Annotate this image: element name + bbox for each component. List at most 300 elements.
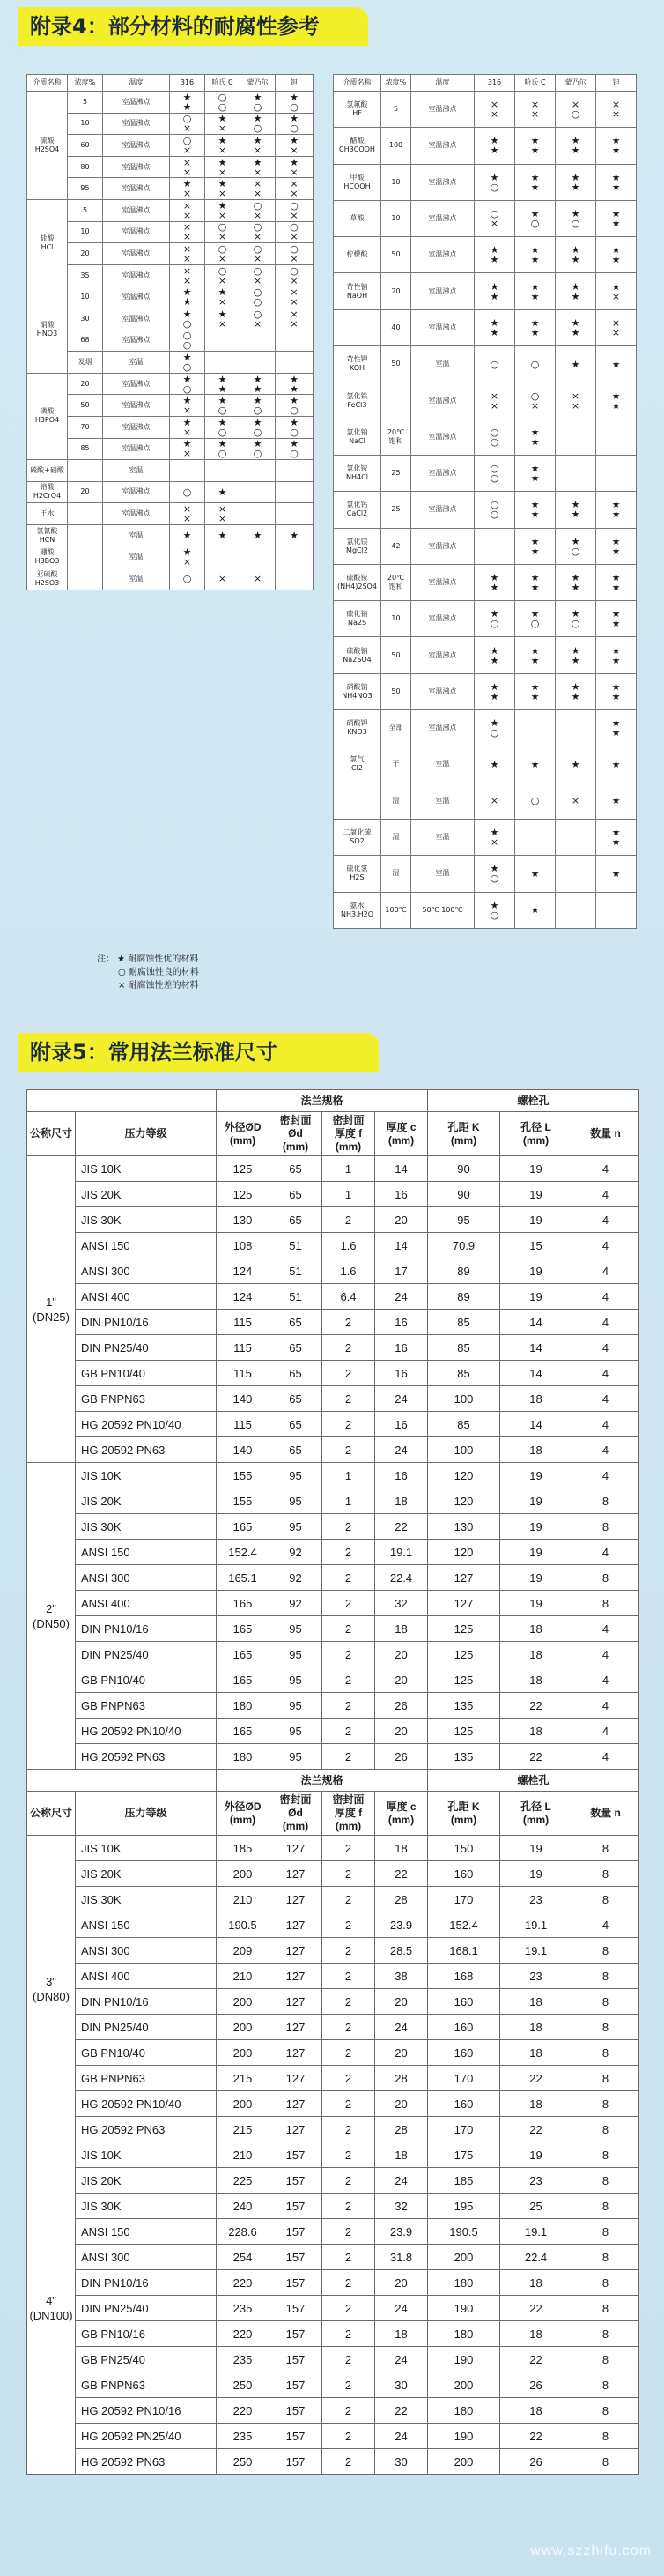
corrosion-cell: 室温沸点 bbox=[411, 492, 475, 528]
medium-name: 氢氟酸 HF bbox=[334, 92, 381, 128]
flange-value: 190 bbox=[428, 2347, 500, 2372]
flange-value: 14 bbox=[500, 1361, 572, 1386]
flange-value: 26 bbox=[500, 2449, 572, 2475]
flange-value: 8 bbox=[572, 2449, 639, 2475]
flange-value: 180 bbox=[217, 1693, 269, 1719]
flange-value: 2 bbox=[322, 1964, 375, 1989]
corrosion-row bbox=[27, 286, 314, 308]
flange-value: 65 bbox=[269, 1335, 322, 1361]
flange-value: 2 bbox=[322, 2347, 375, 2372]
corrosion-row bbox=[27, 546, 314, 568]
flange-value: 2 bbox=[322, 2449, 375, 2475]
pressure-class: ANSI 300 bbox=[76, 2245, 217, 2270]
rating-cell: ★ ○ bbox=[475, 710, 515, 746]
rating-cell bbox=[556, 455, 596, 491]
flange-value: 8 bbox=[572, 2040, 639, 2066]
pressure-class: JIS 20K bbox=[76, 1861, 217, 1887]
flange-value: 200 bbox=[428, 2245, 500, 2270]
flange-value: 140 bbox=[217, 1437, 269, 1463]
pressure-class: GB PN10/40 bbox=[76, 1361, 217, 1386]
corrosion-cell: 5 bbox=[68, 92, 103, 114]
flange-value: 180 bbox=[217, 1744, 269, 1770]
rating-cell: ★ ★ bbox=[515, 528, 556, 564]
pressure-class: ANSI 150 bbox=[76, 1912, 217, 1938]
rating-cell: × × bbox=[596, 309, 637, 345]
flange-value: 8 bbox=[572, 1887, 639, 1912]
corrosion-row bbox=[27, 243, 314, 265]
rating-cell: × × bbox=[276, 286, 314, 308]
flange-value: 26 bbox=[500, 2372, 572, 2398]
corrosion-cell: 60 bbox=[68, 135, 103, 157]
flange-value: 26 bbox=[375, 1744, 428, 1770]
flange-row bbox=[27, 2245, 639, 2270]
seal-face-diameter-header: 密封面 Ød (mm) bbox=[269, 1792, 322, 1836]
flange-value: 115 bbox=[217, 1412, 269, 1437]
corrosion-cell: 室温沸点 bbox=[103, 92, 170, 114]
flange-value: 152.4 bbox=[428, 1912, 500, 1938]
flange-row bbox=[27, 1938, 639, 1964]
flange-value: 95 bbox=[269, 1667, 322, 1693]
rating-cell: ★ ★ bbox=[515, 455, 556, 491]
outer-diameter-header: 外径ØD (mm) bbox=[217, 1792, 269, 1836]
flange-value: 65 bbox=[269, 1361, 322, 1386]
flange-value: 127 bbox=[269, 1887, 322, 1912]
rating-cell: ★ ★ bbox=[556, 492, 596, 528]
rating-cell: ★ ○ bbox=[240, 438, 276, 460]
corrosion-cell: 10 bbox=[381, 164, 411, 200]
flange-value: 23 bbox=[500, 2168, 572, 2194]
pressure-class: JIS 20K bbox=[76, 1488, 217, 1514]
flange-row bbox=[27, 1463, 639, 1488]
pressure-class: HG 20592 PN10/40 bbox=[76, 1719, 217, 1744]
corrosion-row bbox=[27, 113, 314, 135]
flange-table bbox=[26, 1089, 639, 2475]
flange-value: 127 bbox=[269, 2117, 322, 2142]
corrosion-cell: 10 bbox=[68, 113, 103, 135]
corrosion-cell: 95 bbox=[68, 178, 103, 200]
flange-value: 4 bbox=[572, 1616, 639, 1642]
rating-cell bbox=[170, 460, 205, 482]
flange-value: 127 bbox=[269, 1836, 322, 1861]
flange-value: 28 bbox=[375, 2117, 428, 2142]
rating-cell: × × bbox=[170, 243, 205, 265]
rating-cell: ★ ★ bbox=[515, 309, 556, 345]
watermark: www.szzhifu.com bbox=[530, 2543, 652, 2558]
flange-row bbox=[27, 1540, 639, 1565]
rating-cell: ★ × bbox=[205, 199, 240, 221]
flange-row bbox=[27, 2117, 639, 2142]
medium-name bbox=[334, 783, 381, 819]
flange-value: 89 bbox=[428, 1284, 500, 1310]
flange-value: 28 bbox=[375, 1887, 428, 1912]
pressure-class: JIS 30K bbox=[76, 1207, 217, 1233]
flange-value: 85 bbox=[428, 1361, 500, 1386]
rating-cell bbox=[596, 892, 637, 928]
rating-cell bbox=[205, 460, 240, 482]
flange-value: 19 bbox=[500, 1565, 572, 1591]
corrosion-cell: 20 bbox=[68, 481, 103, 503]
corrosion-cell: 室温 bbox=[411, 856, 475, 892]
rating-cell bbox=[556, 419, 596, 455]
corrosion-row bbox=[27, 221, 314, 243]
medium-name: 柠檬酸 bbox=[334, 237, 381, 273]
flange-value: 22 bbox=[500, 2347, 572, 2372]
rating-cell: ★ × bbox=[205, 308, 240, 330]
flange-value: 2 bbox=[322, 1667, 375, 1693]
flange-value: 24 bbox=[375, 2296, 428, 2321]
rating-cell: ★ ★ bbox=[596, 673, 637, 709]
medium-name: 二氧化硫 SO2 bbox=[334, 819, 381, 855]
flange-value: 8 bbox=[572, 1989, 639, 2015]
rating-cell: ★ × bbox=[475, 819, 515, 855]
flange-value: 152.4 bbox=[217, 1540, 269, 1565]
flange-value: 8 bbox=[572, 2245, 639, 2270]
flange-value: 120 bbox=[428, 1488, 500, 1514]
bolt-hole-group: 螺栓孔 bbox=[428, 1090, 639, 1112]
flange-value: 18 bbox=[500, 1386, 572, 1412]
flange-value: 18 bbox=[500, 2270, 572, 2296]
flange-value: 240 bbox=[217, 2194, 269, 2219]
corrosion-cell: 室温沸点 bbox=[411, 128, 475, 164]
corrosion-row bbox=[27, 460, 314, 482]
flange-value: 31.8 bbox=[375, 2245, 428, 2270]
pressure-class: DIN PN25/40 bbox=[76, 2015, 217, 2040]
corrosion-cell: 室温 bbox=[411, 819, 475, 855]
flange-value: 115 bbox=[217, 1361, 269, 1386]
flange-value: 51 bbox=[269, 1284, 322, 1310]
pressure-class: JIS 10K bbox=[76, 1156, 217, 1182]
rating-cell bbox=[276, 460, 314, 482]
medium-name: 氨水 NH3.H2O bbox=[334, 892, 381, 928]
flange-row bbox=[27, 1514, 639, 1540]
rating-cell bbox=[276, 546, 314, 568]
medium-name: 磷酸 H3PO4 bbox=[27, 373, 68, 459]
corrosion-row bbox=[334, 637, 637, 673]
rating-cell: ★ ○ bbox=[475, 164, 515, 200]
flange-value: 85 bbox=[428, 1335, 500, 1361]
corrosion-header-cell: 哈氏 C bbox=[515, 75, 556, 92]
flange-value: 2 bbox=[322, 2066, 375, 2091]
medium-name: 氯化铵 NH4Cl bbox=[334, 455, 381, 491]
thickness-header: 厚度 c (mm) bbox=[375, 1112, 428, 1156]
flange-value: 135 bbox=[428, 1693, 500, 1719]
pressure-class: JIS 20K bbox=[76, 2168, 217, 2194]
rating-cell: ★ ○ bbox=[276, 395, 314, 417]
rating-cell: ○ × bbox=[205, 243, 240, 265]
rating-cell: ★ ★ bbox=[556, 673, 596, 709]
flange-value: 2 bbox=[322, 1836, 375, 1861]
rating-cell: ★ ○ bbox=[170, 308, 205, 330]
corrosion-cell bbox=[381, 382, 411, 419]
flange-value: 2 bbox=[322, 1989, 375, 2015]
flange-value: 19 bbox=[500, 1182, 572, 1207]
rating-cell: × × bbox=[596, 92, 637, 128]
flange-value: 127 bbox=[428, 1591, 500, 1616]
flange-value: 157 bbox=[269, 2398, 322, 2424]
flange-value: 8 bbox=[572, 2347, 639, 2372]
rating-cell bbox=[556, 892, 596, 928]
flange-value: 155 bbox=[217, 1463, 269, 1488]
corrosion-row bbox=[334, 673, 637, 709]
rating-cell: ★ ○ bbox=[205, 395, 240, 417]
rating-cell: ★ × bbox=[276, 156, 314, 178]
rating-cell: ★ × bbox=[596, 273, 637, 309]
flange-value: 2 bbox=[322, 1386, 375, 1412]
flange-value: 127 bbox=[269, 2015, 322, 2040]
rating-cell bbox=[475, 528, 515, 564]
rating-cell bbox=[276, 330, 314, 352]
flange-value: 165 bbox=[217, 1719, 269, 1744]
corrosion-cell: 室温沸点 bbox=[411, 273, 475, 309]
rating-cell: ★ bbox=[515, 746, 556, 783]
flange-row bbox=[27, 1284, 639, 1310]
flange-value: 2 bbox=[322, 2015, 375, 2040]
flange-value: 23 bbox=[500, 1964, 572, 1989]
rating-cell: × × bbox=[170, 156, 205, 178]
medium-name bbox=[334, 309, 381, 345]
medium-name: 硫酸 H2SO4 bbox=[27, 92, 68, 200]
rating-cell: ★ ★ bbox=[556, 637, 596, 673]
flange-value: 220 bbox=[217, 2321, 269, 2347]
flange-row bbox=[27, 1744, 639, 1770]
rating-cell: ★ ○ bbox=[475, 601, 515, 637]
corrosion-cell: 室温 bbox=[103, 352, 170, 374]
flange-value: 2 bbox=[322, 1912, 375, 1938]
pressure-class: JIS 10K bbox=[76, 2142, 217, 2168]
corrosion-header-cell: 哈氏 C bbox=[205, 75, 240, 92]
flange-row bbox=[27, 1437, 639, 1463]
flange-value: 165.1 bbox=[217, 1565, 269, 1591]
flange-value: 2 bbox=[322, 2424, 375, 2449]
flange-value: 24 bbox=[375, 1437, 428, 1463]
rating-cell: ○ bbox=[515, 783, 556, 819]
medium-name: 王水 bbox=[27, 503, 68, 525]
flange-value: 23.9 bbox=[375, 2219, 428, 2245]
flange-value: 209 bbox=[217, 1938, 269, 1964]
flange-value: 2 bbox=[322, 1207, 375, 1233]
corrosion-row bbox=[27, 199, 314, 221]
flange-value: 2 bbox=[322, 2117, 375, 2142]
rating-cell: ★ ★ bbox=[556, 309, 596, 345]
rating-cell: ★ ★ bbox=[556, 273, 596, 309]
rating-cell: ★ ★ bbox=[556, 237, 596, 273]
corrosion-cell: 室温 bbox=[411, 746, 475, 783]
flange-value: 24 bbox=[375, 1386, 428, 1412]
flange-value: 180 bbox=[428, 2270, 500, 2296]
flange-value: 20 bbox=[375, 2040, 428, 2066]
corrosion-row bbox=[27, 481, 314, 503]
flange-value: 18 bbox=[500, 1719, 572, 1744]
rating-cell: × × bbox=[170, 221, 205, 243]
flange-row bbox=[27, 2347, 639, 2372]
flange-value: 157 bbox=[269, 2245, 322, 2270]
pressure-class: DIN PN10/16 bbox=[76, 1616, 217, 1642]
corrosion-cell: 20 bbox=[68, 243, 103, 265]
flange-value: 165 bbox=[217, 1616, 269, 1642]
flange-value: 120 bbox=[428, 1463, 500, 1488]
corrosion-cell: 室温沸点 bbox=[103, 308, 170, 330]
flange-value: 16 bbox=[375, 1182, 428, 1207]
flange-value: 228.6 bbox=[217, 2219, 269, 2245]
flange-value: 89 bbox=[428, 1258, 500, 1284]
flange-value: 8 bbox=[572, 2296, 639, 2321]
flange-value: 8 bbox=[572, 1514, 639, 1540]
flange-value: 1 bbox=[322, 1488, 375, 1514]
flange-value: 4 bbox=[572, 1156, 639, 1182]
rating-cell: ★ ★ bbox=[475, 637, 515, 673]
corrosion-cell: 20℃ 饱和 bbox=[381, 419, 411, 455]
corrosion-row bbox=[334, 746, 637, 783]
flange-value: 18 bbox=[500, 1667, 572, 1693]
corrosion-cell bbox=[68, 503, 103, 525]
flange-spec-group: 法兰规格 bbox=[217, 1770, 428, 1792]
flange-row bbox=[27, 2372, 639, 2398]
flange-value: 2 bbox=[322, 2168, 375, 2194]
rating-cell: ★ ★ bbox=[475, 128, 515, 164]
flange-value: 200 bbox=[217, 2091, 269, 2117]
flange-value: 127 bbox=[269, 1861, 322, 1887]
corrosion-cell: 10 bbox=[68, 286, 103, 308]
medium-name: 甲酸 HCOOH bbox=[334, 164, 381, 200]
pressure-class: HG 20592 PN63 bbox=[76, 1437, 217, 1463]
corrosion-cell: 25 bbox=[381, 455, 411, 491]
corrosion-cell: 35 bbox=[68, 264, 103, 286]
flange-value: 19 bbox=[500, 1591, 572, 1616]
flange-value: 4 bbox=[572, 1310, 639, 1335]
flange-value: 180 bbox=[428, 2398, 500, 2424]
rating-cell: ○ × bbox=[170, 113, 205, 135]
flange-value: 19.1 bbox=[500, 1912, 572, 1938]
pressure-class: HG 20592 PN10/40 bbox=[76, 2091, 217, 2117]
flange-value: 215 bbox=[217, 2117, 269, 2142]
flange-value: 2 bbox=[322, 1938, 375, 1964]
rating-cell bbox=[556, 710, 596, 746]
flange-value: 2 bbox=[322, 1861, 375, 1887]
flange-value: 18 bbox=[500, 2015, 572, 2040]
flange-value: 24 bbox=[375, 2168, 428, 2194]
flange-value: 95 bbox=[269, 1616, 322, 1642]
flange-value: 25 bbox=[500, 2194, 572, 2219]
rating-cell: ★ bbox=[475, 746, 515, 783]
rating-cell: ★ ★ bbox=[556, 564, 596, 600]
flange-value: 16 bbox=[375, 1310, 428, 1335]
seal-face-thickness-header: 密封面 厚度 f (mm) bbox=[322, 1792, 375, 1836]
pressure-class: HG 20592 PN63 bbox=[76, 2117, 217, 2142]
flange-row bbox=[27, 1565, 639, 1591]
flange-row bbox=[27, 2168, 639, 2194]
rating-cell: ★ ★ bbox=[556, 164, 596, 200]
rating-cell bbox=[240, 352, 276, 374]
corrosion-cell: 室温 bbox=[103, 460, 170, 482]
flange-value: 190.5 bbox=[217, 1912, 269, 1938]
rating-cell: ★ bbox=[170, 524, 205, 546]
flange-value: 125 bbox=[428, 1642, 500, 1667]
rating-cell: ★ ○ bbox=[556, 200, 596, 236]
rating-cell: ★ ★ bbox=[515, 564, 556, 600]
corrosion-header-cell: 316 bbox=[475, 75, 515, 92]
rating-cell: ★ ★ bbox=[515, 673, 556, 709]
corrosion-row bbox=[27, 568, 314, 590]
rating-cell: ★ ○ bbox=[205, 438, 240, 460]
flange-value: 127 bbox=[428, 1565, 500, 1591]
corrosion-cell: 5 bbox=[381, 92, 411, 128]
flange-value: 2 bbox=[322, 2194, 375, 2219]
flange-value: 165 bbox=[217, 1514, 269, 1540]
bolt-hole-diameter-header: 孔径 L (mm) bbox=[500, 1112, 572, 1156]
rating-cell: ○ ○ bbox=[240, 286, 276, 308]
pressure-class: DIN PN10/16 bbox=[76, 1989, 217, 2015]
flange-value: 2 bbox=[322, 2296, 375, 2321]
flange-value: 18 bbox=[375, 1836, 428, 1861]
rating-cell bbox=[596, 455, 637, 491]
corrosion-row bbox=[27, 178, 314, 200]
flange-value: 6.4 bbox=[322, 1284, 375, 1310]
flange-value: 135 bbox=[428, 1744, 500, 1770]
corrosion-cell: 42 bbox=[381, 528, 411, 564]
legend-poor: × 耐腐蚀性差的材料 bbox=[118, 981, 199, 991]
medium-name: 硝酸钠 NH4NO3 bbox=[334, 673, 381, 709]
rating-cell: ○ ○ bbox=[475, 492, 515, 528]
rating-cell: ★ ★ bbox=[596, 819, 637, 855]
flange-value: 8 bbox=[572, 2168, 639, 2194]
medium-name: 苛性钠 NaOH bbox=[334, 273, 381, 309]
flange-value: 24 bbox=[375, 2347, 428, 2372]
blank-cell bbox=[27, 1090, 217, 1112]
corrosion-cell: 室温沸点 bbox=[103, 199, 170, 221]
flange-value: 8 bbox=[572, 1565, 639, 1591]
rating-cell: ★ × bbox=[276, 135, 314, 157]
flange-row bbox=[27, 1156, 639, 1182]
rating-cell: ★ bbox=[276, 524, 314, 546]
rating-cell: ★ ★ bbox=[515, 128, 556, 164]
flange-row bbox=[27, 1258, 639, 1284]
flange-value: 157 bbox=[269, 2296, 322, 2321]
flange-value: 4 bbox=[572, 1719, 639, 1744]
corrosion-cell: 室温沸点 bbox=[411, 637, 475, 673]
corrosion-cell: 50 bbox=[68, 395, 103, 417]
corrosion-cell: 50 bbox=[381, 237, 411, 273]
rating-cell: ★ ○ bbox=[276, 113, 314, 135]
corrosion-cell: 80 bbox=[68, 156, 103, 178]
rating-cell: ★ ○ bbox=[475, 856, 515, 892]
nominal-size: 3" (DN80) bbox=[27, 1836, 76, 2142]
rating-cell bbox=[205, 330, 240, 352]
flange-value: 19 bbox=[500, 1488, 572, 1514]
corrosion-cell: 室温沸点 bbox=[411, 455, 475, 491]
flange-row bbox=[27, 1912, 639, 1938]
flange-value: 14 bbox=[375, 1233, 428, 1258]
flange-value: 157 bbox=[269, 2424, 322, 2449]
pressure-class: GB PNPN63 bbox=[76, 1386, 217, 1412]
rating-cell: ○ × bbox=[240, 199, 276, 221]
flange-value: 157 bbox=[269, 2347, 322, 2372]
rating-cell: × ○ bbox=[556, 92, 596, 128]
pressure-class: ANSI 400 bbox=[76, 1591, 217, 1616]
flange-value: 215 bbox=[217, 2066, 269, 2091]
medium-name: 氯化钠 NaCl bbox=[334, 419, 381, 455]
corrosion-cell: 室温沸点 bbox=[103, 221, 170, 243]
rating-cell: ○ × bbox=[240, 308, 276, 330]
flange-row bbox=[27, 2015, 639, 2040]
corrosion-row bbox=[334, 564, 637, 600]
rating-cell: ○ bbox=[515, 346, 556, 382]
corrosion-header-cell: 浓度% bbox=[68, 75, 103, 92]
corrosion-header-cell: 蒙乃尔 bbox=[556, 75, 596, 92]
rating-cell: ○ × bbox=[205, 264, 240, 286]
flange-value: 235 bbox=[217, 2347, 269, 2372]
corrosion-cell: 室温沸点 bbox=[411, 382, 475, 419]
flange-row bbox=[27, 1207, 639, 1233]
